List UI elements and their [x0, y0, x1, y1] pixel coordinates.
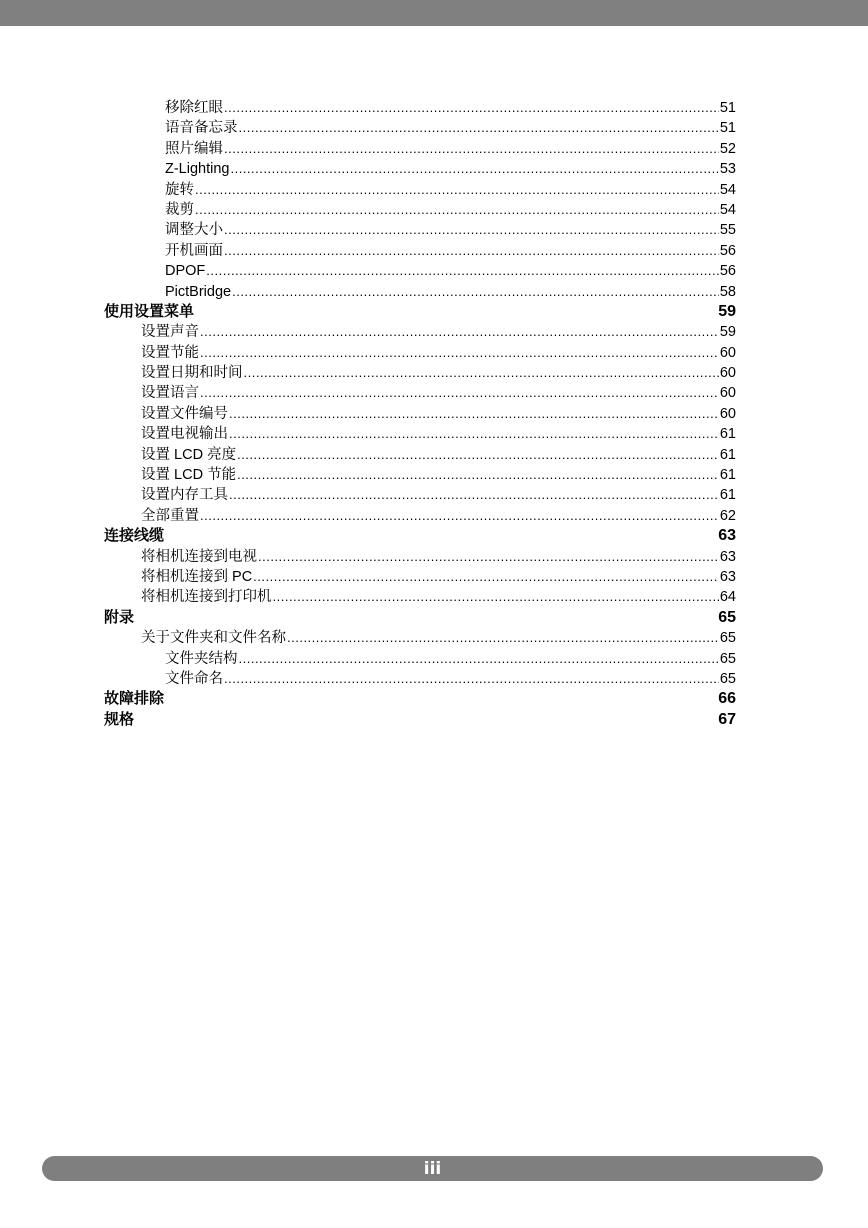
toc-entry-page: 56 [719, 242, 736, 259]
toc-entry-title: 将相机连接到打印机 [141, 589, 272, 606]
toc-entry-title: 规格 [104, 710, 135, 728]
toc-entry-title: 裁剪 [165, 201, 194, 218]
toc-entry[interactable] [104, 343, 736, 363]
toc-dot-leader [195, 200, 719, 220]
toc-entry[interactable] [104, 485, 736, 505]
toc-entry-title: 设置 LCD 节能 [141, 467, 237, 484]
header-bar [0, 0, 868, 26]
toc-entry-title: 调整大小 [165, 222, 223, 239]
toc-section-entry[interactable] [104, 526, 736, 546]
toc-entry-title: 设置节能 [141, 344, 199, 361]
toc-entry-title: 设置电视输出 [141, 426, 228, 443]
toc-section-entry[interactable] [104, 608, 736, 628]
toc-entry[interactable] [104, 180, 736, 200]
toc-entry[interactable] [104, 506, 736, 526]
toc-entry-title: 文件命名 [165, 670, 223, 687]
toc-entry-title: 设置日期和时间 [141, 365, 243, 382]
toc-entry-page: 60 [719, 365, 736, 382]
toc-entry-page: 65 [719, 650, 736, 667]
toc-entry-page: 60 [719, 344, 736, 361]
toc-entry-title: 将相机连接到电视 [141, 548, 257, 565]
toc-entry-page: 56 [719, 263, 736, 280]
toc-entry-title: 移除红眼 [165, 100, 223, 116]
toc-entry-title: 全部重置 [141, 507, 199, 524]
toc-entry[interactable] [104, 445, 736, 465]
toc-entry[interactable] [104, 159, 736, 179]
toc-entry-page: 61 [719, 487, 736, 504]
toc-entry-title: 设置声音 [141, 324, 199, 341]
toc-dot-leader [258, 547, 719, 567]
toc-dot-leader [232, 282, 719, 302]
toc-entry-page: 67 [718, 710, 736, 728]
toc-dot-leader [287, 628, 719, 648]
toc-entry[interactable] [104, 261, 736, 281]
toc-entry-page: 64 [719, 589, 736, 606]
toc-entry[interactable] [104, 649, 736, 669]
toc-entry[interactable] [104, 547, 736, 567]
toc-entry-page: 61 [719, 426, 736, 443]
toc-entry[interactable] [104, 200, 736, 220]
toc-entry-page: 61 [719, 467, 736, 484]
toc-entry[interactable] [104, 363, 736, 383]
toc-entry[interactable] [104, 628, 736, 648]
toc-entry-title: 关于文件夹和文件名称 [141, 630, 286, 647]
toc-dot-leader [229, 485, 719, 505]
toc-entry-title: 连接线缆 [104, 527, 165, 545]
toc-entry[interactable] [104, 383, 736, 403]
toc-entry[interactable] [104, 322, 736, 342]
toc-entry[interactable] [104, 587, 736, 607]
toc-entry-page: 63 [719, 568, 736, 585]
toc-entry-page: 51 [719, 120, 736, 137]
footer-bar [42, 1156, 823, 1181]
toc-dot-leader [239, 118, 719, 138]
toc-section-entry[interactable] [104, 689, 736, 709]
toc-entry-title: 设置内存工具 [141, 487, 228, 504]
toc-entry-title: 设置文件编号 [141, 405, 228, 422]
toc-dot-leader [229, 404, 719, 424]
toc-dot-leader [200, 343, 719, 363]
toc-entry-title: 将相机连接到 PC [141, 568, 253, 585]
toc-entry-page: 59 [718, 302, 736, 320]
toc-entry-title: 设置语言 [141, 385, 199, 402]
toc-entry[interactable] [104, 220, 736, 240]
toc-entry-page: 65 [718, 608, 736, 626]
toc-dot-leader [200, 322, 719, 342]
toc-entry-page: 60 [719, 385, 736, 402]
toc-entry-title: 照片编辑 [165, 140, 223, 157]
table-of-contents [104, 98, 736, 730]
toc-entry-page: 65 [719, 630, 736, 647]
toc-dot-leader [224, 241, 719, 261]
toc-dot-leader [224, 220, 719, 240]
toc-entry-page: 54 [719, 181, 736, 198]
toc-dot-leader [230, 159, 718, 179]
toc-entry-title: PictBridge [165, 283, 232, 300]
toc-dot-leader [224, 669, 719, 689]
toc-entry[interactable] [104, 465, 736, 485]
toc-entry[interactable] [104, 98, 736, 118]
toc-dot-leader [237, 465, 719, 485]
toc-entry-title: 故障排除 [104, 690, 165, 708]
toc-entry[interactable] [104, 282, 736, 302]
toc-dot-leader [229, 424, 719, 444]
toc-entry-page: 60 [719, 405, 736, 422]
toc-dot-leader [239, 649, 719, 669]
toc-entry-title: 旋转 [165, 181, 194, 198]
toc-entry-page: 58 [719, 283, 736, 300]
toc-entry[interactable] [104, 118, 736, 138]
toc-entry-page: 54 [719, 201, 736, 218]
toc-entry-title: 使用设置菜单 [104, 302, 195, 320]
toc-entry-page: 52 [719, 140, 736, 157]
toc-entry-page: 65 [719, 670, 736, 687]
toc-entry-page: 63 [718, 527, 736, 545]
toc-entry-page: 53 [719, 161, 736, 178]
toc-entry-title: 设置 LCD 亮度 [141, 446, 237, 463]
toc-entry-page: 59 [719, 324, 736, 341]
toc-entry-title: 文件夹结构 [165, 650, 238, 667]
toc-entry-title: DPOF [165, 263, 206, 280]
toc-dot-leader [253, 567, 719, 587]
toc-dot-leader [224, 98, 719, 118]
toc-dot-leader [224, 139, 719, 159]
toc-entry-page: 61 [719, 446, 736, 463]
toc-section-entry[interactable] [104, 710, 736, 730]
toc-entry-page: 63 [719, 548, 736, 565]
toc-dot-leader [195, 180, 719, 200]
toc-dot-leader [273, 587, 719, 607]
toc-entry-page: 55 [719, 222, 736, 239]
toc-entry[interactable] [104, 404, 736, 424]
toc-entry-title: 附录 [104, 608, 135, 626]
toc-entry-title: Z-Lighting [165, 161, 230, 178]
toc-dot-leader [200, 506, 719, 526]
toc-entry-page: 66 [718, 690, 736, 708]
toc-dot-leader [244, 363, 719, 383]
toc-entry-title: 开机画面 [165, 242, 223, 259]
toc-entry-title: 语音备忘录 [165, 120, 238, 137]
toc-dot-leader [237, 445, 719, 465]
toc-entry[interactable] [104, 139, 736, 159]
toc-entry[interactable] [104, 424, 736, 444]
toc-entry[interactable] [104, 567, 736, 587]
toc-entry-page: 51 [719, 100, 736, 116]
toc-section-entry[interactable] [104, 302, 736, 322]
toc-dot-leader [206, 261, 719, 281]
toc-entry[interactable] [104, 241, 736, 261]
toc-dot-leader [200, 383, 719, 403]
page-number: iii [423, 1158, 442, 1179]
toc-entry[interactable] [104, 669, 736, 689]
toc-entry-page: 62 [719, 507, 736, 524]
